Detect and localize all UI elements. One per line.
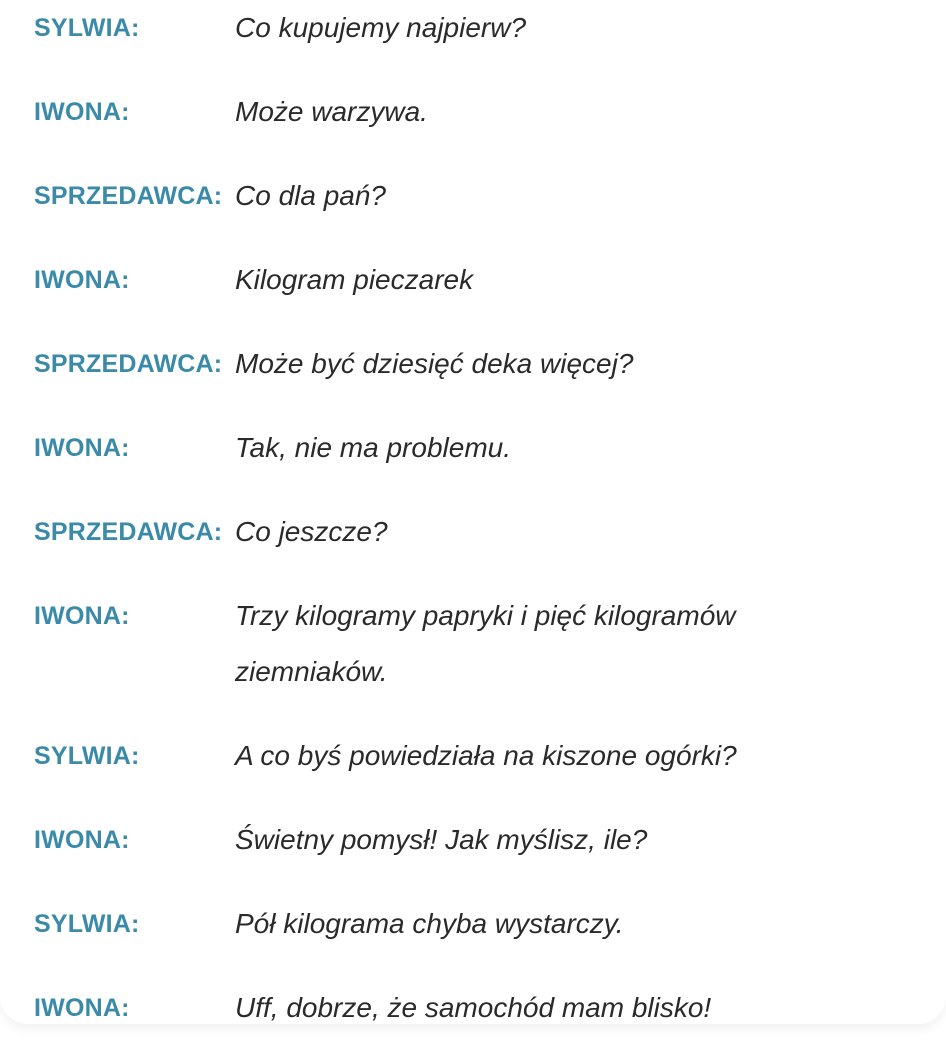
utterance-text: Uff, dobrze, że samochód mam blisko! bbox=[235, 992, 712, 1023]
speaker-name: IWONA: bbox=[34, 266, 130, 294]
utterance-text: Świetny pomysł! Jak myślisz, ile? bbox=[235, 824, 648, 855]
utterance-text: Może być dziesięć deka więcej? bbox=[235, 348, 634, 379]
speaker-name: IWONA: bbox=[34, 994, 130, 1022]
dialogue-line bbox=[34, 336, 914, 392]
speaker-name: IWONA: bbox=[34, 434, 130, 462]
utterance-text: Trzy kilogramy papryki i pięć kilogramów ziemniaków. bbox=[235, 600, 736, 687]
utterance-text: Pół kilograma chyba wystarczy. bbox=[235, 908, 624, 939]
utterance-text: Co jeszcze? bbox=[235, 516, 388, 547]
dialogue-line bbox=[34, 980, 914, 1036]
speaker-name: IWONA: bbox=[34, 98, 130, 126]
utterance-text: A co byś powiedziała na kiszone ogórki? bbox=[235, 740, 737, 771]
dialogue-line bbox=[34, 504, 914, 560]
utterance-text: Kilogram pieczarek bbox=[235, 264, 474, 295]
dialogue-line bbox=[34, 84, 914, 140]
dialogue-line bbox=[34, 896, 914, 952]
dialogue-list bbox=[34, 0, 914, 1064]
dialogue-line bbox=[34, 728, 914, 784]
speaker-name: SPRZEDAWCA: bbox=[34, 350, 223, 378]
dialogue-line bbox=[34, 168, 914, 224]
utterance-text: Tak, nie ma problemu. bbox=[235, 432, 511, 463]
speaker-name: SPRZEDAWCA: bbox=[34, 518, 223, 546]
speaker-name: SYLWIA: bbox=[34, 910, 140, 938]
speaker-name: SPRZEDAWCA: bbox=[34, 182, 223, 210]
dialogue-line bbox=[34, 588, 914, 700]
utterance-text: Może warzywa. bbox=[235, 96, 428, 127]
speaker-name: IWONA: bbox=[34, 602, 130, 630]
speaker-name: SYLWIA: bbox=[34, 742, 140, 770]
utterance-text: Co kupujemy najpierw? bbox=[235, 12, 527, 43]
dialogue-line bbox=[34, 252, 914, 308]
utterance-text: Co dla pań? bbox=[235, 180, 387, 211]
dialogue-line bbox=[34, 420, 914, 476]
speaker-name: SYLWIA: bbox=[34, 14, 140, 42]
dialogue-line bbox=[34, 812, 914, 868]
speaker-name: IWONA: bbox=[34, 826, 130, 854]
dialogue-line bbox=[34, 0, 914, 56]
